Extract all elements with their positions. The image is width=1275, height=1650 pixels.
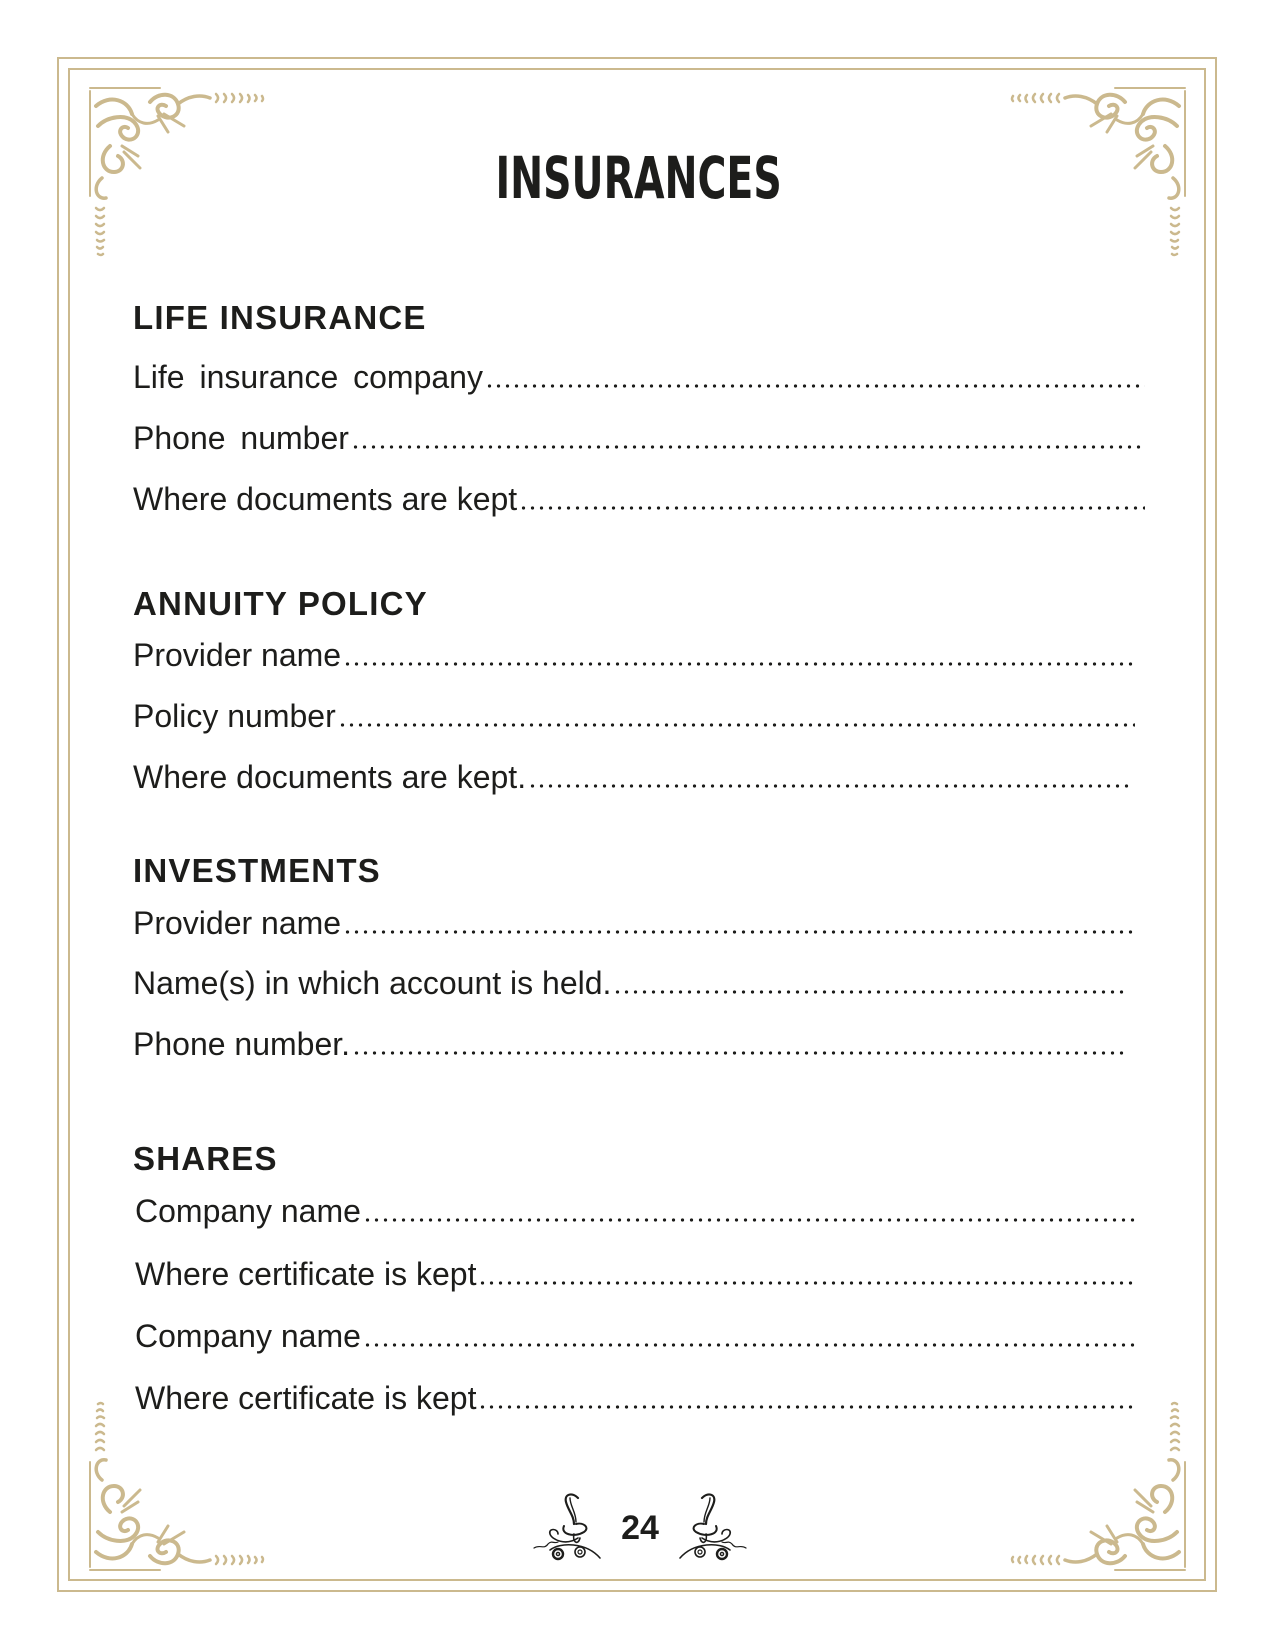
- dotted-fill-line[interactable]: [343, 662, 1135, 666]
- field-label: Provider name: [133, 905, 342, 941]
- field-company-name[interactable]: [135, 1316, 1137, 1356]
- field-account-holder-names[interactable]: [133, 963, 1128, 1003]
- field-life-insurance-company[interactable]: [133, 357, 1145, 397]
- dotted-fill-line[interactable]: [613, 990, 1128, 994]
- dotted-fill-line[interactable]: [343, 930, 1135, 934]
- dotted-fill-line[interactable]: [485, 384, 1145, 388]
- field-policy-number[interactable]: [133, 696, 1135, 736]
- page-title: INSURANCES: [495, 144, 782, 212]
- dotted-fill-line[interactable]: [352, 1051, 1126, 1055]
- dotted-fill-line[interactable]: [478, 1405, 1137, 1409]
- dotted-fill-line[interactable]: [363, 1218, 1137, 1222]
- scroll-flourish-icon: [660, 1488, 750, 1568]
- field-label: Name(s) in which account is held.: [133, 965, 612, 1001]
- section-heading-annuity-policy: ANNUITY POLICY: [133, 585, 428, 622]
- field-where-certificate-kept[interactable]: [135, 1378, 1137, 1418]
- dotted-fill-line[interactable]: [338, 723, 1135, 727]
- field-label: Phone number.: [133, 1026, 351, 1062]
- field-phone-number[interactable]: [133, 418, 1145, 458]
- field-where-documents-kept[interactable]: [133, 479, 1145, 519]
- page-footer: [520, 1488, 760, 1568]
- field-label: Where documents are kept: [133, 481, 518, 517]
- field-phone-number[interactable]: [133, 1024, 1126, 1064]
- field-where-documents-kept[interactable]: [133, 757, 1133, 797]
- field-label: Where certificate is kept: [135, 1256, 477, 1292]
- field-provider-name[interactable]: [133, 903, 1135, 943]
- dotted-fill-line[interactable]: [363, 1343, 1137, 1347]
- field-label: Provider name: [133, 637, 342, 673]
- field-label: Where documents are kept.: [133, 759, 527, 795]
- field-provider-name[interactable]: [133, 635, 1135, 675]
- field-label: Policy number: [133, 698, 336, 734]
- field-label: Phone number: [133, 420, 349, 456]
- dotted-fill-line[interactable]: [351, 445, 1145, 449]
- field-company-name[interactable]: [135, 1191, 1137, 1231]
- field-label: Company name: [135, 1193, 361, 1229]
- field-label: Company name: [135, 1318, 361, 1354]
- field-label: Where certificate is kept: [135, 1380, 477, 1416]
- section-heading-investments: INVESTMENTS: [133, 852, 381, 889]
- dotted-fill-line[interactable]: [478, 1281, 1137, 1285]
- section-heading-shares: SHARES: [133, 1140, 278, 1177]
- field-where-certificate-kept[interactable]: [135, 1254, 1137, 1294]
- dotted-fill-line[interactable]: [528, 784, 1133, 788]
- section-heading-life-insurance: LIFE INSURANCE: [133, 299, 427, 336]
- field-label: Life insurance company: [133, 359, 483, 395]
- page-number: 24: [621, 1509, 659, 1547]
- dotted-fill-line[interactable]: [519, 506, 1145, 510]
